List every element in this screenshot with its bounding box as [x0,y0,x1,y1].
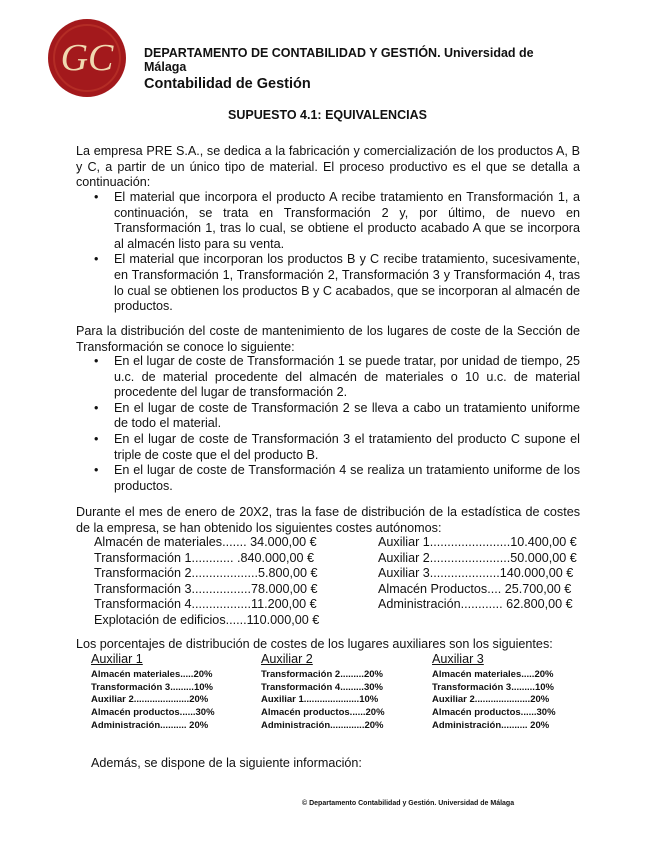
intro-paragraph: La empresa PRE S.A., se dedica a la fabricación y comercialización de los productos A, B y C, a partir de un único tipo de material. El proceso productivo es el que se detalla a continuación: [76,144,580,190]
cost-row: Almacén Productos.... 25.700,00 € [378,581,572,596]
auxiliary-row: Almacén productos......20% [261,707,385,719]
auxiliary-row: Transformación 2.........20% [261,669,383,680]
bullet-icon: • [94,463,99,478]
auxiliary-row: Administración.......... 20% [91,719,209,731]
auxiliary-title: Auxiliar 1 [91,652,143,666]
distribution-paragraph: Para la distribución del coste de mantenimiento de los lugares de coste de la Sección de Transformación se conoce lo siguiente: [76,324,580,354]
auxiliary-row: Administración.............20% [261,719,384,731]
list-item: • En el lugar de coste de Transformación 3 el tratamiento del producto C supone el triple de coste que el del producto B. [94,431,580,462]
page-title: SUPUESTO 4.1: EQUIVALENCIAS [228,108,427,122]
auxiliary-row: Almacén productos......30% [91,707,215,719]
bullet-icon: • [94,354,99,368]
process-list [94,190,580,315]
footer-copyright: © Departamento Contabilidad y Gestión. Universidad de Málaga [302,800,515,807]
auxiliary-row: Auxiliar 2.....................20% [432,694,550,706]
auxiliary-row: Auxiliar 1.....................10% [261,694,379,706]
auxiliary-row: Almacén materiales.....20% [432,669,554,680]
bullet-icon: • [94,252,99,267]
auxiliary-row: Administración.......... 20% [432,719,550,731]
cost-row: Transformación 2...................5.800,00 € [94,566,318,581]
list-item: • El material que incorpora el producto A recibe tratamiento en Transformación 1, a continuación, se trata en Transformación 2 y, por último, de nuevo en Transformación 1, tras lo cual, se obtiene el producto acabado A que se incorpora al almacén listo para su venta. [94,190,580,251]
auxiliary-row: Auxiliar 2.....................20% [91,694,209,706]
list-item: • En el lugar de coste de Transformación 1 se puede tratar, por unidad de tiempo, 25 u.c. de material procedente del almacén de materiales o 10 u.c. de material procedente del lugar de transformación 2. [94,354,580,400]
cost-row: Administración............ 62.800,00 € [378,597,573,612]
auxiliary-title: Auxiliar 2 [261,652,313,666]
costs-left-column [94,535,319,629]
cost-row: Almacén de materiales....... 34.000,00 € [94,535,317,549]
cost-row: Auxiliar 2.......................50.000,00 € [378,550,577,565]
costs-paragraph: Durante el mes de enero de 20X2, tras la fase de distribución de la estadística de costes de la empresa, se han obtenido los siguientes costes autónomos: [76,505,580,535]
distribution-list [94,354,580,494]
auxiliary-title: Auxiliar 3 [432,652,484,666]
bullet-icon: • [94,431,99,446]
cost-row: Transformación 4.................11.200,00 € [94,597,317,612]
list-item: • El material que incorporan los productos B y C recibe tratamiento, sucesivamente, en Transformación 1, Transformación 2, Transformación 3 y Transformación 4, tras lo cual se obtienen los productos B y C acabados, que se incorporan al almacén de productos. [94,252,580,314]
percent-paragraph: Los porcentajes de distribución de costes de los lugares auxiliares son los siguientes: [76,637,553,651]
auxiliary-row: Transformación 3.........10% [432,681,554,693]
department-heading: DEPARTAMENTO DE CONTABILIDAD Y GESTIÓN. Universidad de Málaga [144,46,534,74]
auxiliary-2-block [261,652,385,733]
cost-row: Auxiliar 1.......................10.400,00 € [378,535,577,549]
logo-emblem-icon [47,18,127,98]
auxiliary-3-block [432,652,556,733]
cost-row: Transformación 1............ .840.000,00 € [94,550,315,565]
bullet-icon: • [94,400,99,415]
cost-row: Transformación 3.................78.000,00 € [94,581,318,596]
subject-heading: Contabilidad de Gestión [144,76,311,92]
bullet-icon: • [94,190,99,204]
list-item: • En el lugar de coste de Transformación 2 se lleva a cabo un tratamiento uniforme de todo el material. [94,400,580,431]
costs-right-column [378,535,577,613]
auxiliary-row: Almacén productos......30% [432,707,556,719]
auxiliary-row: Transformación 4.........30% [261,681,383,693]
auxiliary-row: Almacén materiales.....20% [91,669,213,680]
auxiliary-1-block [91,652,215,733]
cost-row: Auxiliar 3....................140.000,00 € [378,566,574,581]
university-logo [47,18,127,98]
logo-letters: GC [60,37,114,79]
list-item: • En el lugar de coste de Transformación 4 se realiza un tratamiento uniforme de los productos. [94,463,580,493]
auxiliary-row: Transformación 3.........10% [91,681,213,693]
additional-info-text: Además, se dispone de la siguiente información: [91,756,362,770]
cost-row: Explotación de edificios......110.000,00 € [94,612,320,627]
